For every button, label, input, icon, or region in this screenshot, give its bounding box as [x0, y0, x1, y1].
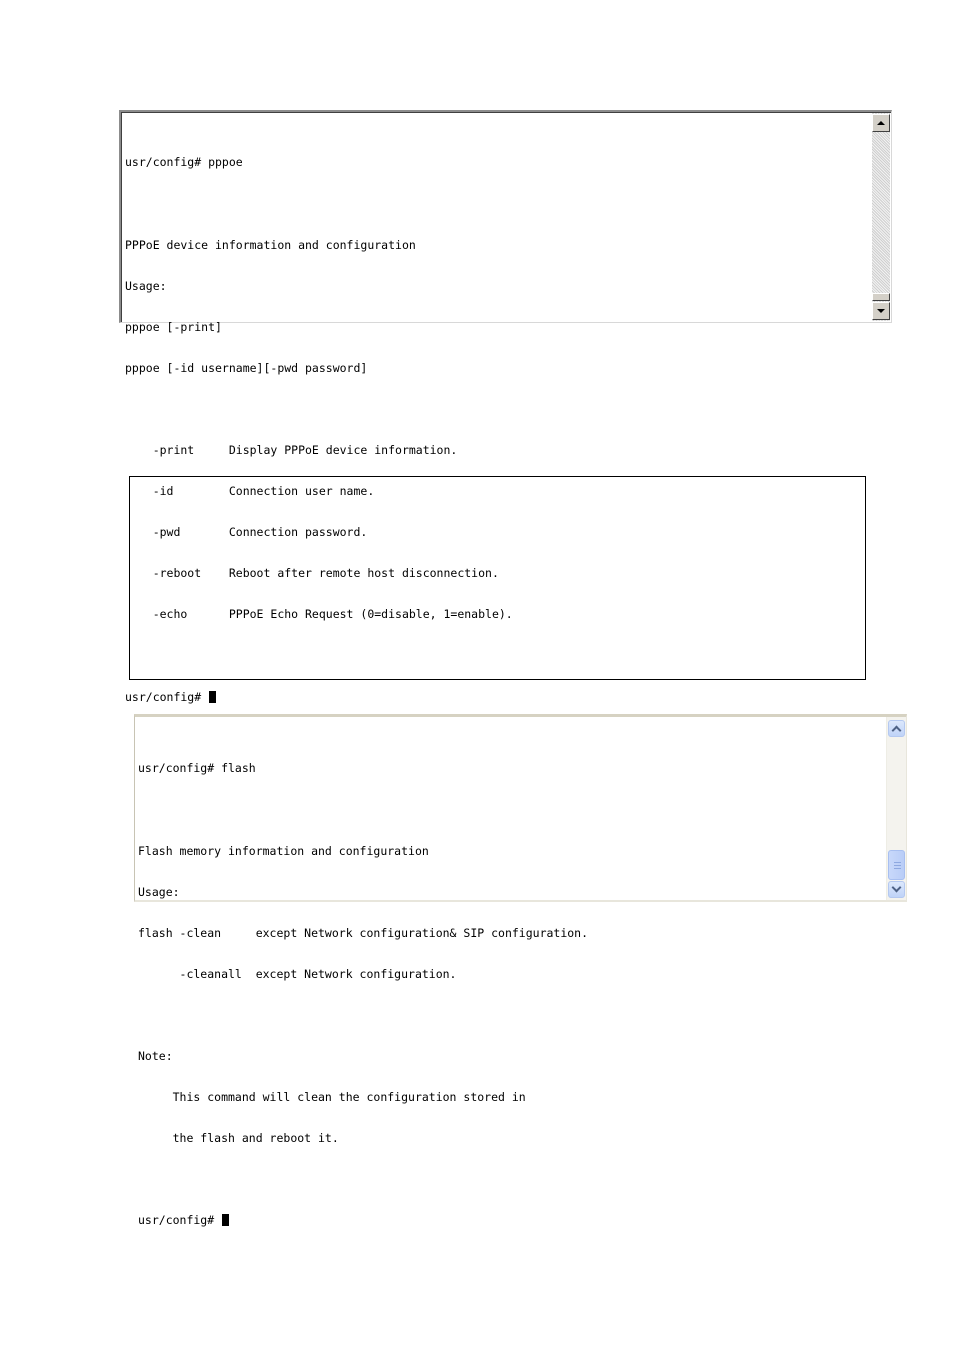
terminal-output — [138, 735, 884, 1228]
terminal-line: Note: — [138, 1049, 173, 1064]
terminal-line: pppoe [-id username][-pwd password] — [125, 360, 368, 375]
terminal-line — [125, 198, 869, 212]
arrow-up-icon[interactable] — [888, 720, 905, 737]
terminal-line: usr/config# pppoe — [125, 155, 243, 170]
vertical-scrollbar[interactable] — [872, 113, 890, 321]
terminal-prompt-line[interactable] — [125, 691, 869, 705]
terminal-line — [138, 1173, 884, 1187]
terminal-prompt: usr/config# — [138, 1213, 222, 1228]
terminal-prompt: usr/config# — [125, 689, 209, 704]
vertical-scrollbar[interactable] — [886, 717, 906, 900]
terminal-line: -echo PPPoE Echo Request (0=disable, 1=enable). — [125, 607, 513, 622]
pppoe-terminal-window[interactable] — [119, 110, 892, 704]
terminal-line: PPPoE device information and configuration — [125, 237, 416, 252]
terminal-line: Flash memory information and configuration — [138, 843, 429, 858]
terminal-line: -print Display PPPoE device information. — [125, 443, 458, 458]
terminal-line: the flash and reboot it. — [138, 1131, 339, 1146]
text-cursor — [209, 691, 216, 703]
terminal-line: -id Connection user name. — [125, 484, 375, 499]
scrollbar-thumb[interactable] — [888, 850, 905, 880]
terminal-line: Usage: — [138, 884, 180, 899]
terminal-prompt-line[interactable] — [138, 1214, 884, 1228]
text-cursor — [222, 1214, 229, 1226]
terminal-line: -pwd Connection password. — [125, 525, 368, 540]
arrow-down-icon[interactable] — [888, 881, 905, 898]
arrow-down-icon[interactable] — [872, 302, 890, 320]
terminal-output — [125, 129, 869, 704]
terminal-line: -reboot Reboot after remote host disconnection. — [125, 566, 499, 581]
flash-terminal-window[interactable] — [134, 714, 907, 1228]
terminal-line: -cleanall except Network configuration. — [138, 966, 457, 981]
terminal-line — [138, 1009, 884, 1023]
terminal-line: This command will clean the configuration stored in — [138, 1090, 526, 1105]
empty-frame — [129, 476, 866, 680]
arrow-up-icon[interactable] — [872, 114, 890, 132]
terminal-line: pppoe [-print] — [125, 319, 222, 334]
terminal-line: Usage: — [125, 278, 167, 293]
scrollbar-thumb[interactable] — [872, 293, 890, 301]
terminal-line — [138, 804, 884, 818]
terminal-line: flash -clean except Network configuration& SIP configuration. — [138, 925, 589, 940]
terminal-line: usr/config# flash — [138, 761, 256, 776]
terminal-line — [125, 403, 869, 417]
